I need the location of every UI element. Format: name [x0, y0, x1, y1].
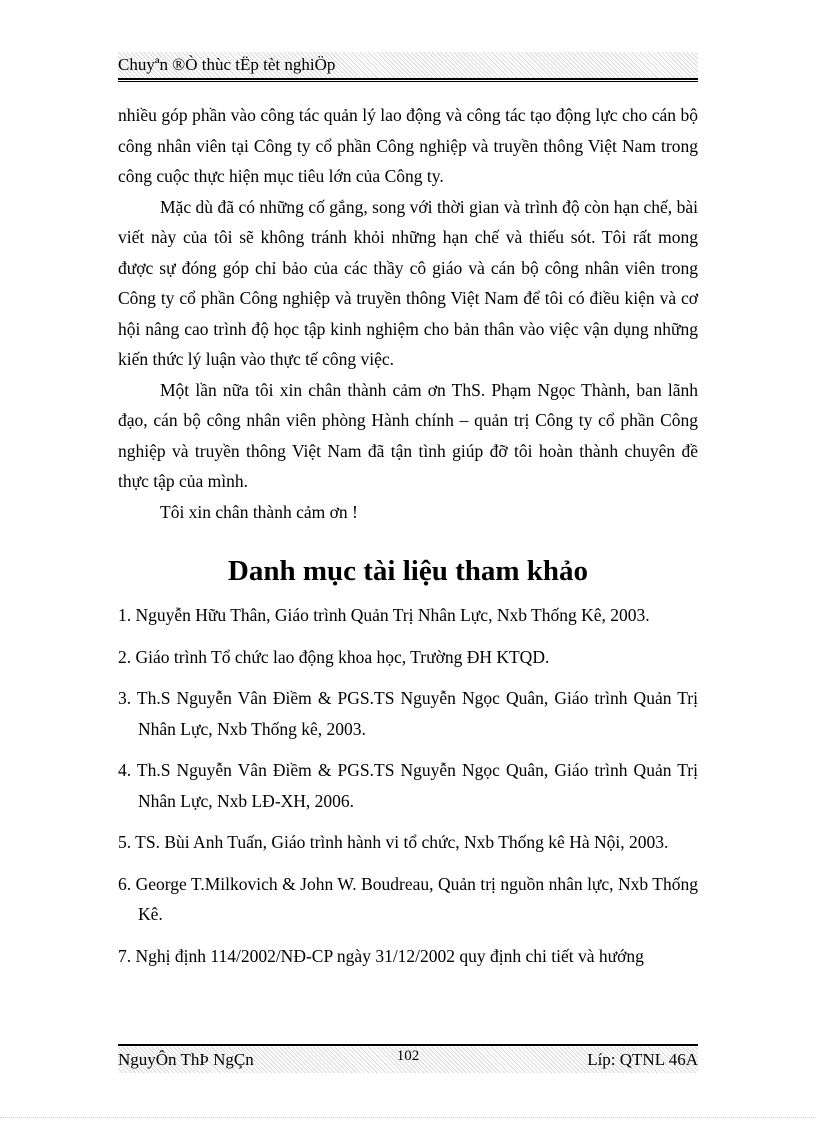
reference-item: 6. George T.Milkovich & John W. Boudreau, Quản trị nguồn nhân lực, Nxb Thống Kê.: [118, 873, 698, 924]
reference-item: 7. Nghị định 114/2002/NĐ-CP ngày 31/12/2002 quy định chi tiết và hướng: [118, 945, 644, 966]
body-text: [118, 100, 698, 527]
references-title: Danh mục tài liệu tham khảo: [227, 555, 589, 587]
paragraph-1: nhiều góp phần vào công tác quản lý lao động và công tác tạo động lực cho cán bộ công nhân viên tại Công ty cổ phần Công nghiệp và truyền thông Việt Nam trong công cuộc thực hiện mục tiêu lớn của Công ty.: [118, 105, 698, 186]
header-title: Chuyªn ®Ò thùc tËp tèt nghiÖp: [118, 55, 336, 74]
page-footer: [118, 1047, 698, 1073]
header-rule: [118, 81, 698, 82]
footer-class: Líp: QTNL 46A: [587, 1050, 698, 1069]
paragraph-3: Một lần nữa tôi xin chân thành cảm ơn ThS. Phạm Ngọc Thành, ban lãnh đạo, cán bộ công nhân viên phòng Hành chính – quản trị Công ty cổ phần Công nghiệp và truyền thông Việt Nam đã tận tình giúp đỡ tôi hoàn thành chuyên đề thực tập của mình.: [118, 379, 698, 491]
reference-item: 3. Th.S Nguyễn Vân Điềm & PGS.TS Nguyễn Ngọc Quân, Giáo trình Quản Trị Nhân Lực, Nxb Thống kê, 2003.: [118, 688, 698, 739]
reference-item: 5. TS. Bùi Anh Tuấn, Giáo trình hành vi tổ chức, Nxb Thống kê Hà Nội, 2003.: [118, 832, 669, 852]
footer-author: NguyÔn ThÞ NgÇn: [118, 1050, 254, 1069]
paragraph-4: Tôi xin chân thành cảm ơn !: [160, 501, 358, 522]
references-list: [118, 600, 698, 982]
paragraph-2: Mặc dù đã có những cố gắng, song với thời gian và trình độ còn hạn chế, bài viết này của tôi sẽ không tránh khỏi những hạn chế và thiếu sót. Tôi rất mong được sự đóng góp chỉ bảo của các thầy cô giáo và cán bộ công nhân viên trong Công ty cổ phần Công nghiệp và truyền thông Việt Nam để tôi có điều kiện và cơ hội nâng cao trình độ học tập kinh nghiệm cho bản thân vào việc vận dụng những kiến thức lý luận vào thực tế công việc.: [118, 196, 698, 369]
reference-item: 1. Nguyễn Hữu Thân, Giáo trình Quản Trị Nhân Lực, Nxb Thống Kê, 2003.: [118, 605, 650, 625]
reference-item: 4. Th.S Nguyễn Vân Điềm & PGS.TS Nguyễn Ngọc Quân, Giáo trình Quản Trị Nhân Lực, Nxb LĐ-XH, 2006.: [118, 760, 698, 811]
reference-item: 2. Giáo trình Tổ chức lao động khoa học, Trường ĐH KTQD.: [118, 646, 550, 667]
page-number: 102: [396, 1048, 420, 1064]
page-bottom-border: [0, 1117, 816, 1118]
page-header: [118, 52, 698, 80]
